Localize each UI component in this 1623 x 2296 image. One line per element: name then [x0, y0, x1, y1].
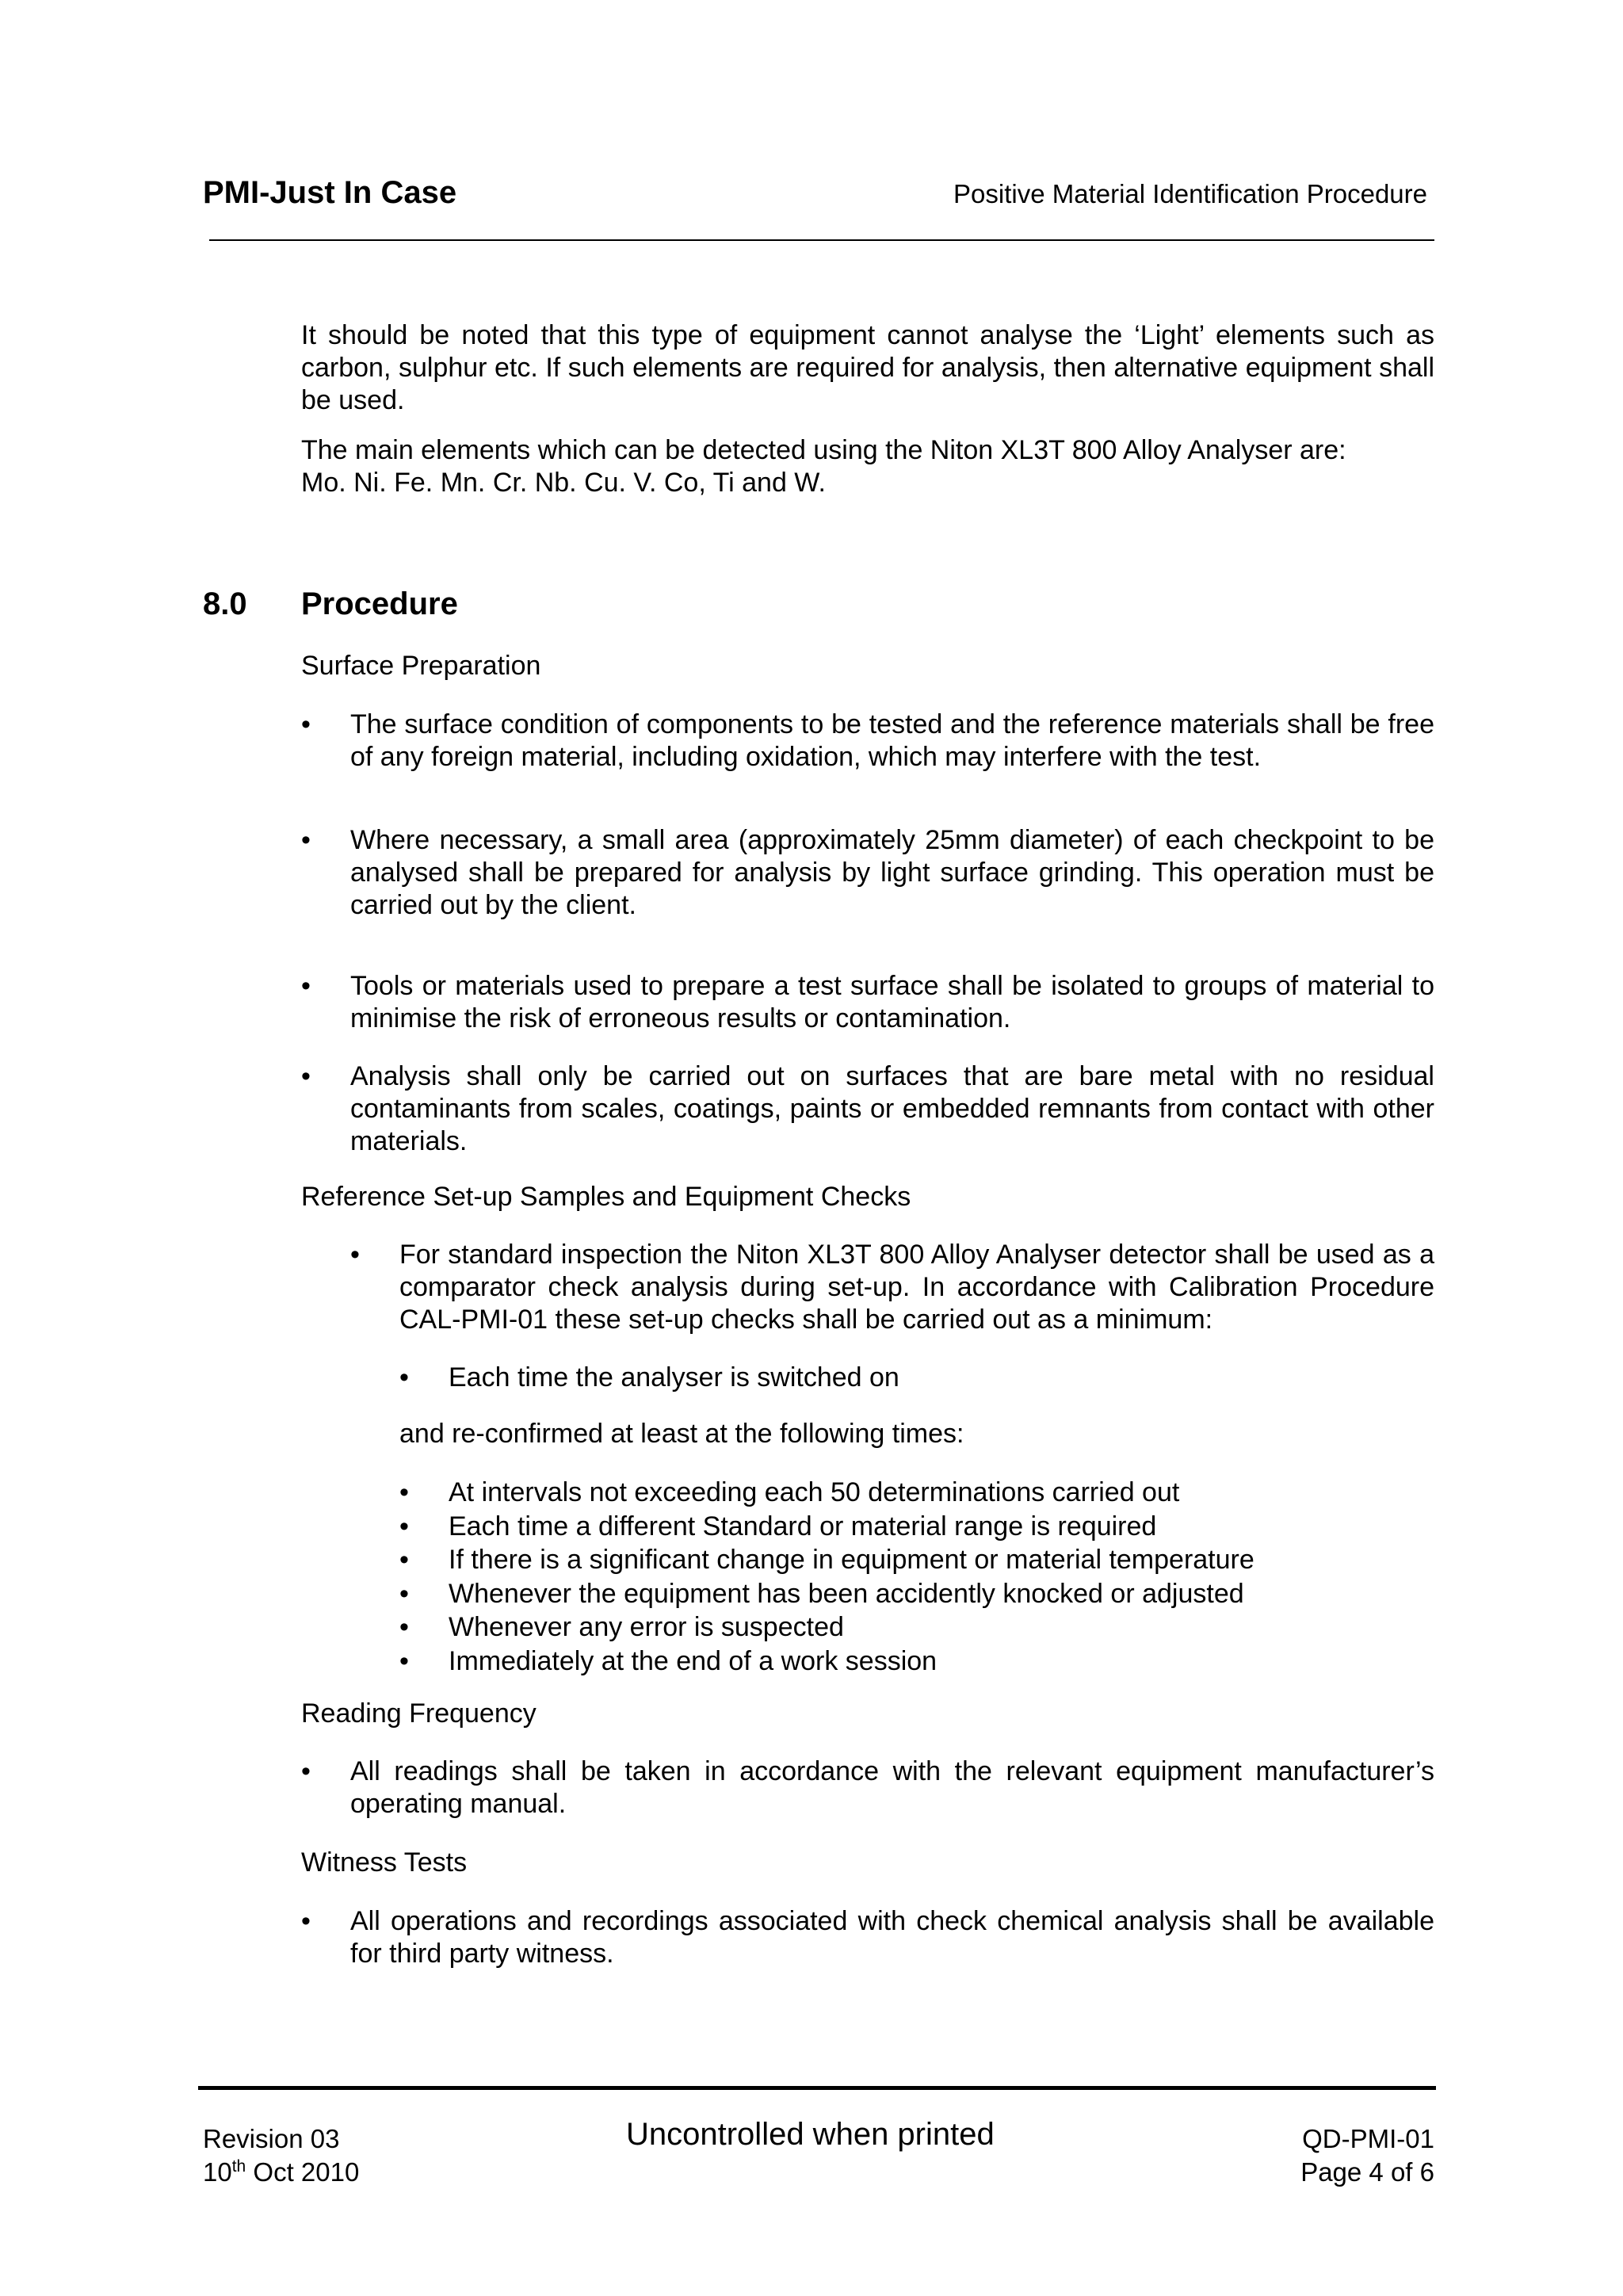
surface-prep-bullet-3: • Tools or materials used to prepare a test surface shall be isolated to groups of material to minimise the risk of erroneous results or contamination.	[301, 971, 1434, 1033]
list-item: • At intervals not exceeding each 50 determinations carried out	[399, 1477, 1180, 1507]
witness-heading: Witness Tests	[301, 1847, 468, 1878]
list-item: • Each time a different Standard or material range is required	[399, 1511, 1157, 1541]
surface-prep-bullet-1: • The surface condition of components to be tested and the reference materials shall be free of any foreign material, including oxidation, which may interfere with the test.	[301, 709, 1434, 772]
reference-heading: Reference Set-up Samples and Equipment Checks	[301, 1182, 911, 1212]
bullet-dot: •	[301, 709, 311, 739]
reference-bullet: • For standard inspection the Niton XL3T 800 Alloy Analyser detector shall be used as a comparator check analysis during set-up. In accordance with Calibration Procedure CAL-PMI-01 these set-up checks shall be carried out as a minimum:	[350, 1240, 1434, 1335]
footer-left	[203, 2122, 359, 2189]
bullet-dot: •	[301, 971, 311, 1001]
bullet-dot: •	[399, 1362, 409, 1392]
footer-rule	[198, 2086, 1436, 2090]
header-brand: PMI-Just In Case	[203, 175, 457, 210]
reading-bullet: • All readings shall be taken in accordance with the relevant equipment manufacturer’s operating manual.	[301, 1756, 1434, 1819]
reference-times-list	[399, 1476, 1434, 1678]
footer-right	[1300, 2122, 1434, 2189]
surface-prep-bullet-2: • Where necessary, a small area (approximately 25mm diameter) of each checkpoint to be analysed shall be prepared for analysis by light surface grinding. This operation must be carried out by the client.	[301, 825, 1434, 920]
intro-paragraph-1: It should be noted that this type of equipment cannot analyse the ‘Light’ elements such as carbon, sulphur etc. If such elements are required for analysis, then alternative equipment shall be used.	[301, 320, 1434, 415]
reference-reconfirm: and re-confirmed at least at the following times:	[399, 1419, 964, 1449]
surface-prep-heading: Surface Preparation	[301, 651, 541, 681]
footer-doc-code: QD-PMI-01	[1302, 2124, 1434, 2153]
footer-revision: Revision 03	[203, 2124, 340, 2153]
reading-heading: Reading Frequency	[301, 1698, 537, 1729]
reference-sub-bullet: • Each time the analyser is switched on	[399, 1362, 899, 1392]
bullet-dot: •	[350, 1240, 360, 1270]
bullet-dot: •	[301, 1061, 311, 1091]
header-doc-title: Positive Material Identification Procedure	[953, 179, 1427, 208]
bullet-dot: •	[301, 825, 311, 855]
footer-notice: Uncontrolled when printed	[626, 2117, 995, 2152]
intro-paragraph-2-line-1: The main elements which can be detected using the Niton XL3T 800 Alloy Analyser are:	[301, 435, 1346, 465]
section-number: 8.0	[203, 586, 247, 621]
intro	[301, 319, 1434, 499]
surface-prep-bullet-4: • Analysis shall only be carried out on surfaces that are bare metal with no residual contaminants from scales, coatings, paints or embedded remnants from contact with other materials.	[301, 1061, 1434, 1156]
footer-date: 10th Oct 2010	[203, 2157, 360, 2187]
section-title: Procedure	[301, 586, 458, 621]
bullet-dot: •	[301, 1756, 311, 1786]
witness-bullet: • All operations and recordings associated with check chemical analysis shall be available for third party witness.	[301, 1906, 1434, 1969]
intro-paragraph-2-line-2: Mo. Ni. Fe. Mn. Cr. Nb. Cu. V. Co, Ti and W.	[301, 468, 826, 498]
list-item: • Whenever any error is suspected	[399, 1612, 844, 1642]
list-item: • Immediately at the end of a work session	[399, 1645, 938, 1676]
list-item: • Whenever the equipment has been accidently knocked or adjusted	[399, 1578, 1244, 1609]
list-item: • If there is a significant change in equipment or material temperature	[399, 1545, 1254, 1575]
header-rule	[209, 239, 1434, 241]
footer-page-number: Page 4 of 6	[1300, 2157, 1434, 2187]
section-heading	[203, 586, 1434, 622]
bullet-dot: •	[301, 1906, 311, 1936]
